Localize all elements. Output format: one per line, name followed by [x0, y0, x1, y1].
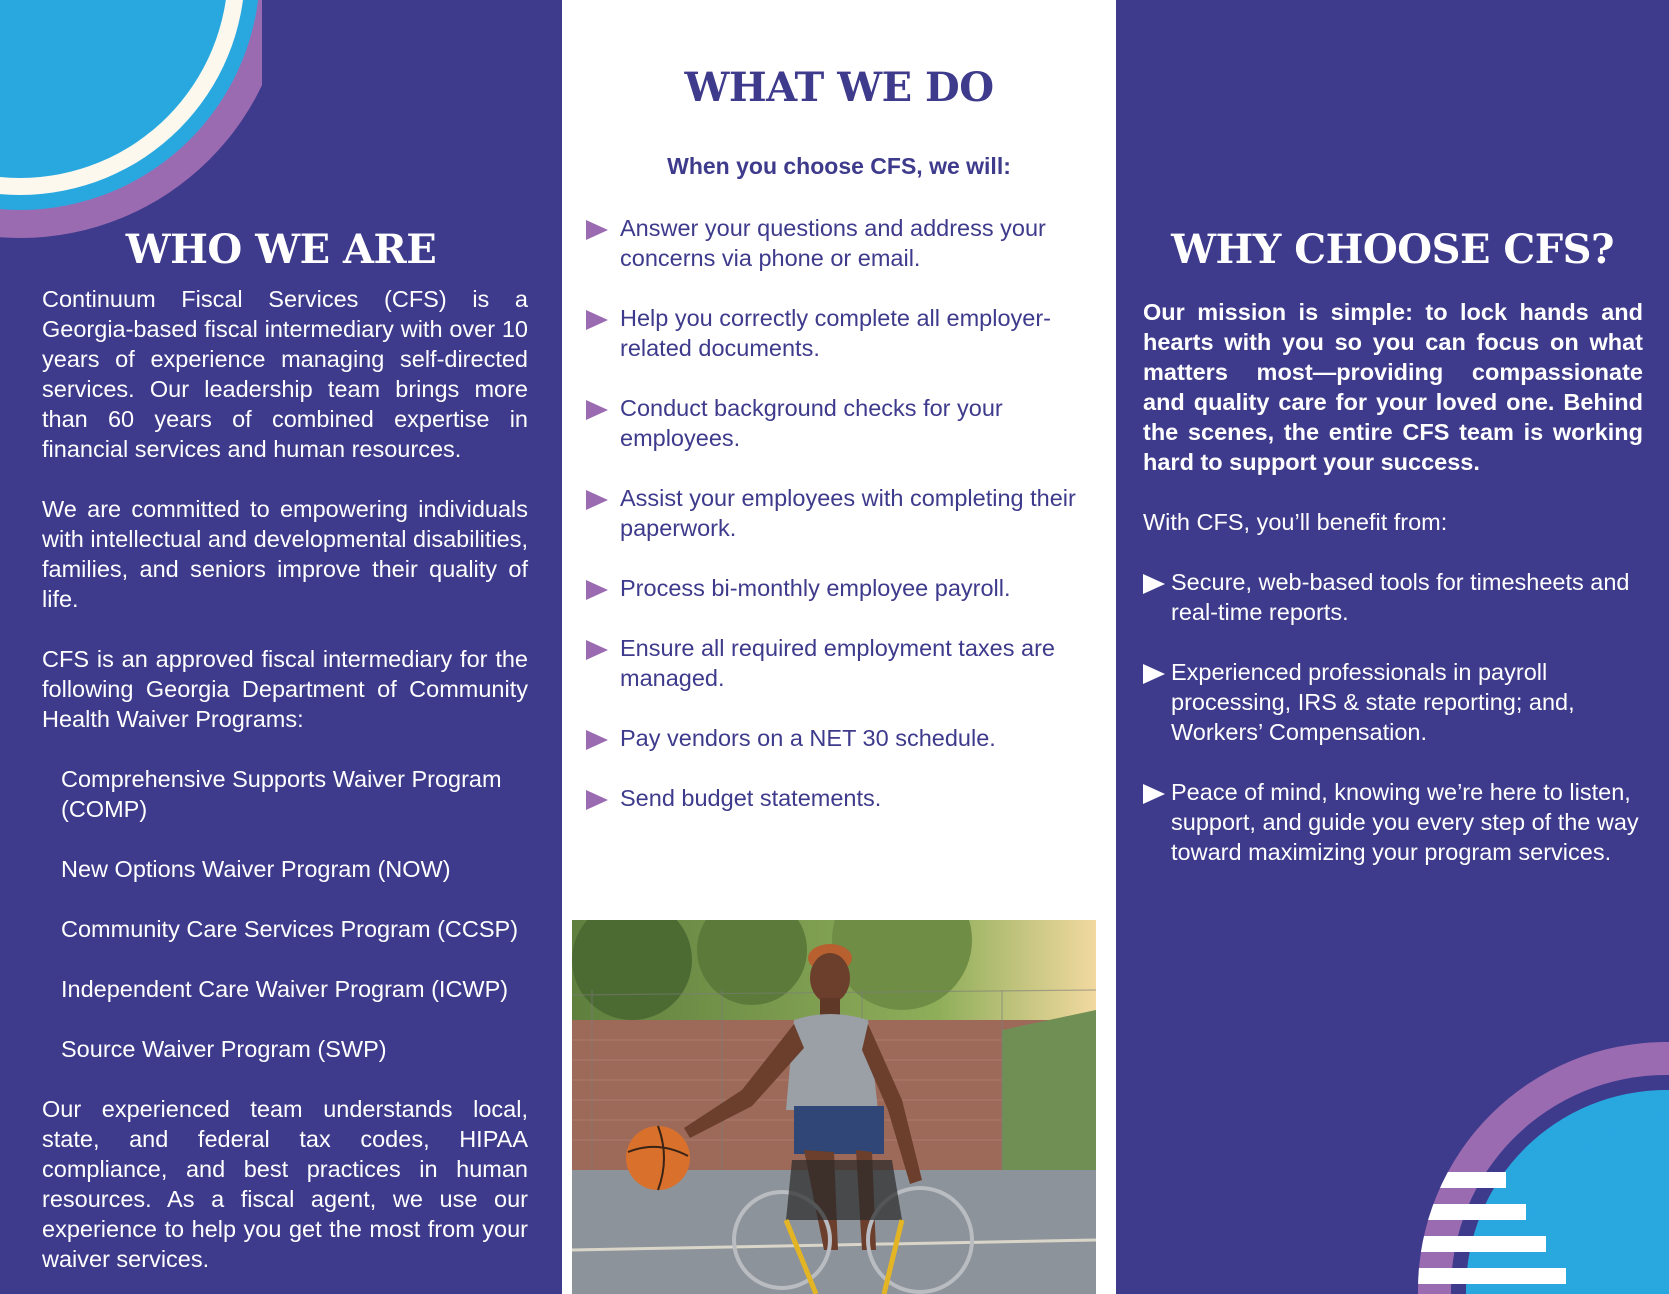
list-item: Comprehensive Supports Waiver Program (COMP): [61, 766, 502, 822]
benefits-list: [1143, 567, 1643, 867]
list-item: New Options Waiver Program (NOW): [61, 856, 451, 882]
list-item: Secure, web-based tools for timesheets and real-time reports.: [1143, 567, 1643, 627]
list-item: Send budget statements.: [586, 783, 1086, 813]
list-item: Source Waiver Program (SWP): [61, 1036, 387, 1062]
mission-statement: Our mission is simple: to lock hands and hearts with you so you can focus on what matters most—providing compassionate and quality care for your loved one. Behind the scenes, the entire CFS team is working hard to support your success.: [1143, 299, 1643, 475]
list-item: Conduct background checks for your employees.: [586, 393, 1086, 453]
triangle-bullet-icon: [586, 393, 620, 453]
what-we-do-heading: WHAT WE DO: [684, 64, 994, 111]
what-we-do-panel: [562, 0, 1116, 1294]
triangle-bullet-icon: [586, 483, 620, 543]
team-paragraph: Our experienced team understands local, state, and federal tax codes, HIPAA compliance, and best practices in human resources. As a fiscal agent, we use our experience to help you get the most from your waiver services.: [42, 1096, 528, 1272]
list-item: Ensure all required employment taxes are managed.: [586, 633, 1086, 693]
triangle-bullet-icon: [586, 573, 620, 603]
services-list: [586, 213, 1086, 843]
triangle-bullet-icon: [586, 633, 620, 693]
list-item: Peace of mind, knowing we’re here to listen, support, and guide you every step of the way toward maximizing your program services.: [1143, 777, 1643, 867]
who-we-are-heading: WHO WE ARE: [125, 226, 437, 273]
triangle-bullet-icon: [586, 783, 620, 813]
list-item: Process bi-monthly employee payroll.: [586, 573, 1086, 603]
commitment-paragraph: We are committed to empowering individuals with intellectual and developmental disabilities, families, and seniors improve their quality of life.: [42, 496, 528, 612]
intro-paragraph: Continuum Fiscal Services (CFS) is a Georgia-based fiscal intermediary with over 10 years of experience managing self-directed services. Our leadership team brings more than 60 years of combined expertise in financial services and human resources.: [42, 286, 528, 462]
benefits-intro: With CFS, you’ll benefit from:: [1143, 509, 1448, 535]
triangle-bullet-icon: [1143, 777, 1171, 867]
triangle-bullet-icon: [586, 723, 620, 753]
decorative-circle-graphic: [1416, 1020, 1669, 1294]
triangle-bullet-icon: [586, 303, 620, 363]
decorative-circle-graphic: [0, 0, 262, 245]
waiver-program-list: [61, 764, 528, 1064]
what-we-do-subheading: When you choose CFS, we will:: [667, 153, 1011, 179]
approval-paragraph: CFS is an approved fiscal intermediary for the following Georgia Department of Community Health Waiver Programs:: [42, 646, 528, 732]
list-item: Experienced professionals in payroll processing, IRS & state reporting; and, Workers’ Compensation.: [1143, 657, 1643, 747]
list-item: Community Care Services Program (CCSP): [61, 916, 519, 942]
list-item: Answer your questions and address your concerns via phone or email.: [586, 213, 1086, 273]
list-item: Help you correctly complete all employer-related documents.: [586, 303, 1086, 363]
triangle-bullet-icon: [1143, 657, 1171, 747]
triangle-bullet-icon: [1143, 567, 1171, 627]
list-item: Pay vendors on a NET 30 schedule.: [586, 723, 1086, 753]
triangle-bullet-icon: [586, 213, 620, 273]
wheelchair-basketball-photo: [572, 920, 1096, 1294]
who-we-are-panel: [0, 0, 562, 1294]
why-choose-heading: WHY CHOOSE CFS?: [1171, 226, 1614, 273]
list-item: Independent Care Waiver Program (ICWP): [61, 976, 509, 1002]
list-item: Assist your employees with completing their paperwork.: [586, 483, 1086, 543]
why-choose-panel: [1116, 0, 1669, 1294]
